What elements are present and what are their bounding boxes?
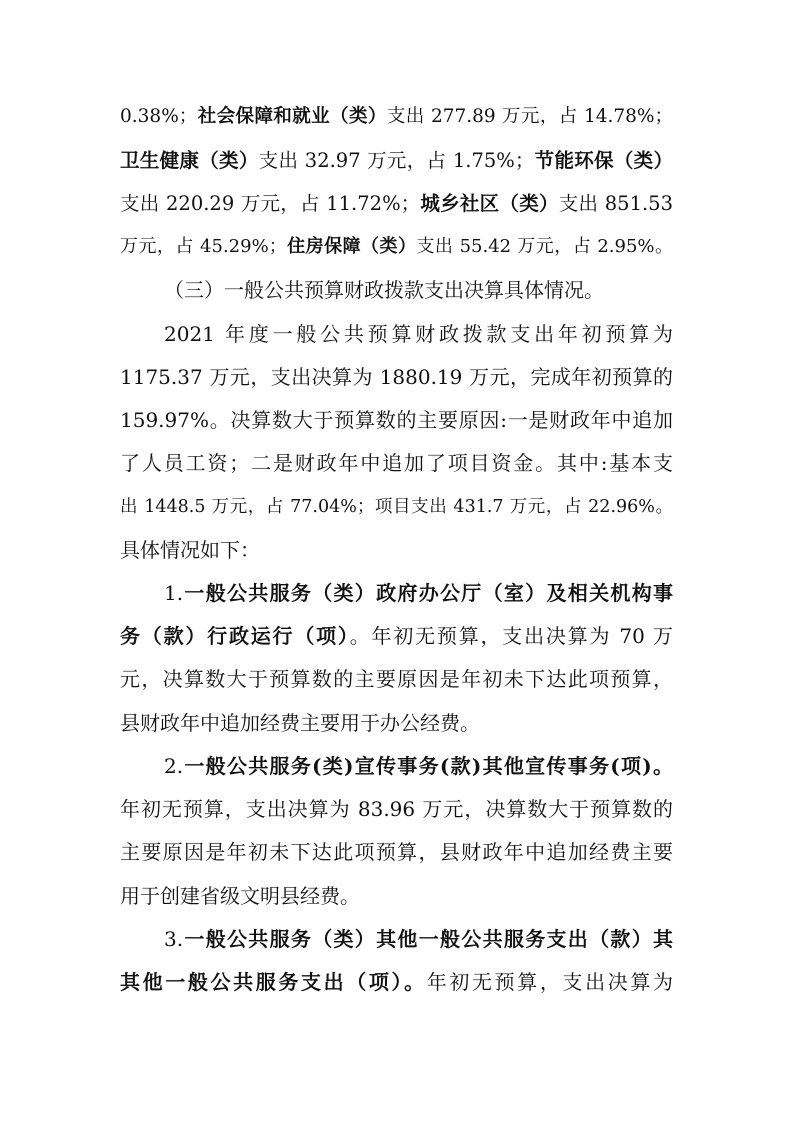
text-run: 具体情况如下： <box>120 538 260 562</box>
text-line <box>120 705 673 741</box>
text-run: 支出 32.97 万元，占 1.75%； <box>258 149 535 172</box>
text-line <box>120 359 673 395</box>
text-run: 支出 55.42 万元，占 2.95%。 <box>416 236 673 257</box>
text-run-bold: 一般公共服务（类）其他一般公共服务支出（款）其 <box>183 927 673 951</box>
text-run: 支出 220.29 万元，占 11.72%； <box>120 192 421 215</box>
text-line <box>120 143 673 179</box>
item-heading <box>164 921 673 957</box>
text-run: 。年初无预算，支出决算为 70 万 <box>349 624 673 648</box>
item-number: 3. <box>164 927 184 951</box>
text-line <box>120 445 673 481</box>
text-line <box>120 834 673 870</box>
text-run: 用于创建省级文明县经费。 <box>120 884 360 908</box>
item-heading <box>164 748 673 784</box>
text-run-bold: 一般公共服务(类)宣传事务(款)其他宣传事务(项)。 <box>183 754 673 778</box>
section-heading <box>164 272 673 308</box>
text-line <box>120 878 673 914</box>
text-run-bold: 。 <box>404 970 427 994</box>
text-run: 县财政年中追加经费主要用于办公经费。 <box>120 711 480 735</box>
text-run-bold: 节能环保（类） <box>534 149 673 172</box>
text-run-bold: 卫生健康（类） <box>120 149 259 172</box>
text-line <box>120 618 673 654</box>
item-heading <box>164 575 673 611</box>
text-line <box>164 316 673 352</box>
text-run: 支出 851.53 <box>558 192 673 215</box>
text-run-bold: 其他一般公共服务支出（项） <box>120 970 405 994</box>
text-run-bold: 务（款）行政运行（项） <box>120 624 350 648</box>
text-run: 了人员工资；二是财政年中追加了项目资金。其中:基本支 <box>120 451 673 475</box>
text-run: 年初无预算，支出决算为 <box>426 970 673 994</box>
text-line <box>120 99 673 135</box>
text-run-bold: 住房保障（类） <box>286 236 417 257</box>
text-run: （三）一般公共预算财政拨款支出决算具体情况。 <box>164 278 604 302</box>
text-run-bold: 社会保障和就业（类） <box>197 106 387 127</box>
text-run: 主要原因是年初未下达此项预算，县财政年中追加经费主要 <box>120 840 673 864</box>
text-run: 元，决算数大于预算数的主要原因是年初未下达此项预算， <box>120 667 673 691</box>
item-number: 1. <box>164 581 184 605</box>
text-run: 1175.37 万元，支出决算为 1880.19 万元，完成年初预算的 <box>120 365 673 389</box>
text-run: 159.97%。决算数大于预算数的主要原因:一是财政年中追加 <box>120 408 673 432</box>
text-line <box>120 186 673 222</box>
text-run: 2021 年度一般公共预算财政拨款支出年初预算为 <box>164 322 673 346</box>
text-run: 0.38%； <box>120 106 198 127</box>
text-line <box>120 661 673 697</box>
item-number: 2. <box>164 754 184 778</box>
text-run: 出 1448.5 万元，占 77.04%；项目支出 431.7 万元，占 22.96%。 <box>120 497 673 517</box>
text-run: 年初无预算，支出决算为 83.96 万元，决算数大于预算数的 <box>120 797 673 821</box>
text-run: 万元，占 45.29%； <box>120 236 287 257</box>
text-line <box>120 229 673 265</box>
text-run: 支出 277.89 万元，占 14.78%； <box>386 106 673 127</box>
text-line <box>120 532 673 568</box>
text-line <box>120 402 673 438</box>
text-line <box>120 791 673 827</box>
text-run-bold: 一般公共服务（类）政府办公厅（室）及相关机构事 <box>183 581 673 605</box>
text-line <box>120 489 673 525</box>
text-run-bold: 城乡社区（类） <box>420 192 559 215</box>
text-line <box>120 964 673 1000</box>
